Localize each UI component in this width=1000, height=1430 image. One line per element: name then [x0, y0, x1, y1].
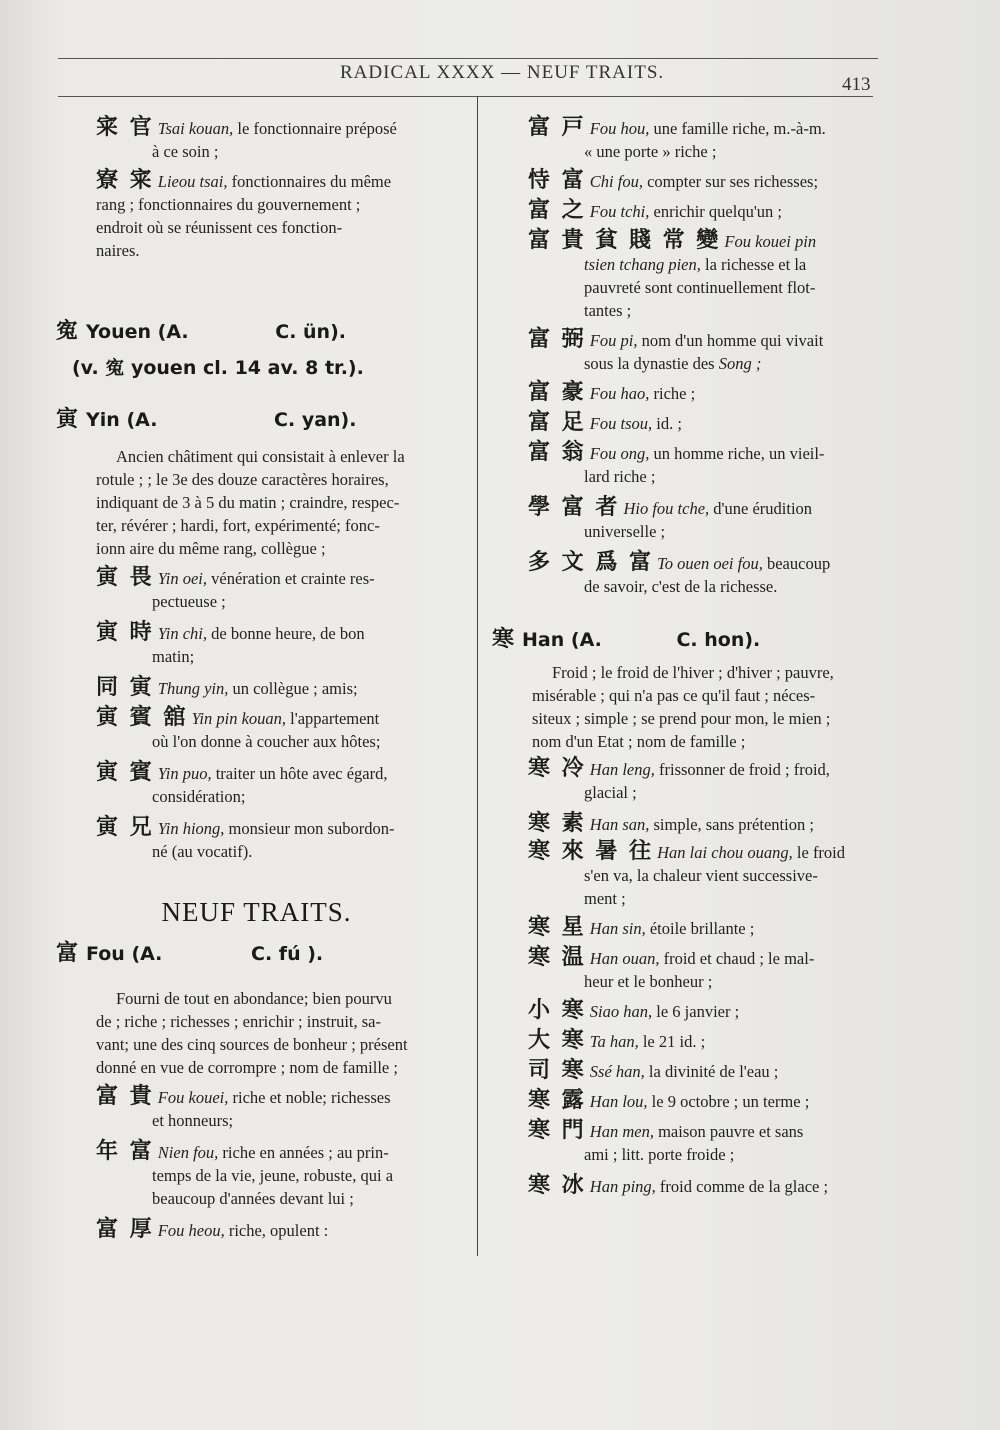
definition-cont: de savoir, c'est de la richesse. [584, 577, 778, 596]
definition-cont: universelle ; [584, 522, 666, 541]
para-line: siteux ; simple ; se prend pour mon, le mien ; [532, 709, 831, 728]
compound-entry [492, 496, 892, 543]
definition: froid comme de la glace ; [655, 1177, 829, 1196]
para-line: de ; riche ; richesses ; enrichir ; instruit, sa- [96, 1012, 381, 1031]
left-column [56, 116, 471, 1242]
definition-cont [528, 255, 806, 274]
definition: nom d'un homme qui vivait [637, 331, 824, 350]
romanization: Ssé han, [589, 1062, 645, 1081]
compound-entry [56, 816, 471, 863]
definition: fonctionnaires du même [227, 172, 392, 191]
romanization: Tsai kouan, [157, 119, 234, 138]
cjk-term: 寅 時 [96, 620, 154, 645]
compound-entry [492, 551, 892, 598]
definition: d'une érudition [709, 499, 813, 518]
definition-cont: considération; [152, 787, 246, 806]
compound-entry [56, 1140, 471, 1210]
annamite-label: (A. [157, 321, 189, 343]
character-heading-yin [56, 402, 471, 433]
definition: compter sur ses richesses; [642, 172, 819, 191]
romanization: Fou tsou, [589, 414, 653, 433]
romanization: Yin pin kouan, [191, 709, 287, 728]
definition: de bonne heure, de bon [207, 624, 365, 643]
cjk-term: 寅 賓 舘 [96, 705, 188, 730]
compound-entry [492, 116, 892, 163]
romanization: Yin hiong, [157, 819, 225, 838]
definition: le 6 janvier ; [652, 1002, 740, 1021]
head-character: 富 [56, 941, 79, 966]
definition: le 9 octobre ; un terme ; [647, 1092, 810, 1111]
header-rule-top [58, 58, 878, 59]
romanization: Yin chi, [157, 624, 207, 643]
head-romanization: Han [522, 629, 565, 651]
definition: la divinité de l'eau ; [644, 1062, 779, 1081]
definition-paragraph [56, 987, 471, 1079]
cantonese-label: C. fú ). [251, 943, 324, 965]
definition-cont: beaucoup d'années devant lui ; [152, 1189, 354, 1208]
cantonese-label: C. hon). [676, 629, 761, 651]
para-line: vant; une des cinq sources de bonheur ; présent [96, 1035, 408, 1054]
romanization: Siao han, [589, 1002, 653, 1021]
compound-entry [492, 411, 892, 435]
romanization: Han lai chou ouang, [657, 843, 793, 862]
right-column [492, 116, 892, 1198]
cantonese-label: C. yan). [274, 409, 357, 431]
definition-cont: heur et le bonheur ; [584, 972, 713, 991]
cross-reference: (v. 寃 youen cl. 14 av. 8 tr.). [72, 357, 364, 379]
romanization: Han lou, [589, 1092, 648, 1111]
definition-cont: où l'on donne à coucher aux hôtes; [152, 732, 381, 751]
cjk-term: 寅 兄 [96, 815, 154, 840]
compound-entry [56, 566, 471, 613]
compound-entry [56, 621, 471, 668]
romanization: tsien tchang pien, [584, 255, 701, 274]
definition-cont: s'en va, la chaleur vient successive- [584, 866, 818, 885]
para-line: ionn aire du même rang, collègue ; [96, 539, 326, 558]
para-line: misérable ; qui n'a pas ce qu'il faut ; néces- [532, 686, 816, 705]
romanization: Han sin, [589, 919, 646, 938]
romanization: Fou kouei pin [724, 232, 817, 251]
page-number: 413 [842, 74, 871, 95]
compound-entry [492, 229, 892, 322]
definition: un homme riche, un vieil- [649, 444, 825, 463]
romanization: Chi fou, [589, 172, 643, 191]
romanization: Han san, [589, 815, 650, 834]
running-header: RADICAL XXXX — NEUF TRAITS. [340, 62, 665, 83]
cjk-term: 年 富 [96, 1139, 154, 1164]
compound-entry [56, 169, 471, 262]
definition-cont: matin; [152, 647, 195, 666]
romanization: Han men, [589, 1122, 654, 1141]
definition: riche ; [649, 384, 696, 403]
definition-cont [528, 354, 761, 373]
cjk-term: 多 文 爲 富 [528, 550, 653, 575]
romanization: Nien fou, [157, 1143, 219, 1162]
compound-entry [56, 116, 471, 163]
cjk-term: 富 足 [528, 410, 586, 435]
para-line: Fourni de tout en abondance; bien pourvu [116, 989, 392, 1008]
definition-cont: ami ; litt. porte froide ; [584, 1145, 735, 1164]
cjk-term: 恃 富 [528, 168, 586, 193]
cjk-term: 宷 官 [96, 115, 154, 140]
cjk-term: 寒 温 [528, 945, 586, 970]
head-character: 寃 [56, 319, 79, 344]
compound-entry [56, 1218, 471, 1242]
head-romanization: Youen [86, 321, 152, 343]
compound-entry [492, 999, 892, 1023]
annamite-label: (A. [126, 409, 158, 431]
definition: beaucoup [762, 554, 831, 573]
compound-entry [492, 169, 892, 193]
cjk-term: 富 厚 [96, 1217, 154, 1242]
cjk-term: 寒 門 [528, 1118, 586, 1143]
definition: étoile brillante ; [645, 919, 755, 938]
compound-entry [492, 441, 892, 488]
definition: simple, sans prétention ; [649, 815, 814, 834]
compound-entry [56, 1085, 471, 1132]
definition-cont: pectueuse ; [152, 592, 226, 611]
definition-paragraph [492, 661, 892, 753]
head-character: 寅 [56, 407, 79, 432]
definition-cont: ment ; [584, 889, 626, 908]
compound-entry [492, 1174, 892, 1198]
definition-cont: temps de la vie, jeune, robuste, qui a [152, 1166, 394, 1185]
definition: id. ; [652, 414, 682, 433]
definition: le froid [792, 843, 846, 862]
compound-entry [492, 1059, 892, 1083]
cjk-term: 小 寒 [528, 998, 586, 1023]
para-line: Ancien châtiment qui consistait à enlever la [116, 447, 405, 466]
definition: riche en années ; au prin- [218, 1143, 389, 1162]
head-romanization: Yin [86, 409, 120, 431]
compound-entry [492, 1029, 892, 1053]
definition-cont: naires. [96, 241, 140, 260]
compound-entry [56, 676, 471, 700]
romanization: Yin oei, [157, 569, 207, 588]
cjk-term: 寮 宷 [96, 168, 154, 193]
cjk-term: 富 翁 [528, 440, 586, 465]
definition: le 21 id. ; [638, 1032, 706, 1051]
definition: le fonctionnaire préposé [233, 119, 397, 138]
compound-entry [492, 199, 892, 223]
head-romanization: Fou [86, 943, 125, 965]
cjk-term: 寒 星 [528, 915, 586, 940]
para-line: nom d'un Etat ; nom de famille ; [532, 732, 746, 751]
romanization: Yin puo, [157, 764, 212, 783]
section-title: NEUF TRAITS. [161, 897, 352, 927]
definition-cont: né (au vocatif). [152, 842, 253, 861]
definition-cont: à ce soin ; [152, 142, 219, 161]
definition: riche, opulent : [224, 1221, 329, 1240]
compound-entry [56, 761, 471, 808]
definition-paragraph [56, 445, 471, 560]
definition: enrichir quelqu'un ; [649, 202, 783, 221]
annamite-label: (A. [570, 629, 602, 651]
definition: la richesse et la [700, 255, 807, 274]
definition: monsieur mon subordon- [224, 819, 395, 838]
definition: sous la dynastie des [584, 354, 719, 373]
definition-cont: rang ; fonctionnaires du gouvernement ; [96, 195, 361, 214]
cjk-term: 寒 露 [528, 1088, 586, 1113]
cjk-term: 同 寅 [96, 675, 154, 700]
romanization: Fou tchi, [589, 202, 650, 221]
definition: l'appartement [286, 709, 380, 728]
romanization: Lieou tsai, [157, 172, 228, 191]
definition: maison pauvre et sans [653, 1122, 804, 1141]
romanization: Ta han, [589, 1032, 639, 1051]
compound-entry [492, 946, 892, 993]
romanization: Song ; [718, 354, 762, 373]
compound-entry [492, 1089, 892, 1113]
definition-cont: lard riche ; [584, 467, 656, 486]
romanization: Fou heou, [157, 1221, 225, 1240]
cjk-term: 富 貴 貧 賤 常 變 [528, 228, 721, 253]
cjk-term: 大 寒 [528, 1028, 586, 1053]
para-line: donné en vue de corrompre ; nom de famille ; [96, 1058, 398, 1077]
header-rule-bottom [58, 96, 873, 97]
romanization: Hio fou tche, [623, 499, 710, 518]
romanization: Han ouan, [589, 949, 660, 968]
definition: riche et noble; richesses [228, 1088, 391, 1107]
cjk-term: 富 弼 [528, 327, 586, 352]
para-line: Froid ; le froid de l'hiver ; d'hiver ; pauvre, [552, 663, 834, 682]
compound-entry [492, 916, 892, 940]
compound-entry [56, 706, 471, 753]
definition-cont: « une porte » riche ; [584, 142, 717, 161]
head-character: 寒 [492, 627, 515, 652]
definition-cont: glacial ; [584, 783, 637, 802]
cjk-term: 寒 冰 [528, 1173, 586, 1198]
romanization: Fou hao, [589, 384, 650, 403]
para-line: rotule ; ; le 3e des douze caractères horaires, [96, 470, 389, 489]
column-divider [477, 96, 478, 1256]
annamite-label: (A. [131, 943, 163, 965]
para-line: indiquant de 3 à 5 du matin ; craindre, respec- [96, 493, 400, 512]
romanization: Fou hou, [589, 119, 650, 138]
cjk-term: 富 戸 [528, 115, 586, 140]
definition: froid et chaud ; le mal- [659, 949, 815, 968]
cjk-term: 寒 素 [528, 811, 586, 836]
cjk-term: 富 豪 [528, 380, 586, 405]
para-line: ter, révérer ; hardi, fort, expérimenté; fonc- [96, 516, 380, 535]
definition-cont: et honneurs; [152, 1111, 234, 1130]
cjk-term: 寅 畏 [96, 565, 154, 590]
definition-cont: tantes ; [584, 301, 632, 320]
definition-cont: pauvreté sont continuellement flot- [584, 278, 816, 297]
definition-cont: endroit où se réunissent ces fonction- [96, 218, 343, 237]
romanization: Fou ong, [589, 444, 650, 463]
cjk-term: 司 寒 [528, 1058, 586, 1083]
definition: traiter un hôte avec égard, [211, 764, 388, 783]
cjk-term: 寒 冷 [528, 756, 586, 781]
cjk-term: 寒 來 暑 往 [528, 839, 653, 864]
compound-entry [492, 812, 892, 836]
definition: un collègue ; amis; [228, 679, 358, 698]
compound-entry [492, 1119, 892, 1166]
definition: frissonner de froid ; froid, [654, 760, 830, 779]
character-heading-han [492, 622, 892, 653]
romanization: Han leng, [589, 760, 655, 779]
cjk-term: 學 富 者 [528, 495, 620, 520]
cjk-term: 富 貴 [96, 1084, 154, 1109]
compound-entry [492, 840, 892, 910]
romanization: Thung yin, [157, 679, 229, 698]
romanization: To ouen oei fou, [657, 554, 763, 573]
character-heading-fou [56, 936, 471, 967]
cantonese-label: C. ün). [275, 321, 346, 343]
cjk-term: 富 之 [528, 198, 586, 223]
compound-entry [492, 757, 892, 804]
definition: vénération et crainte res- [207, 569, 375, 588]
romanization: Han ping, [589, 1177, 656, 1196]
romanization: Fou kouei, [157, 1088, 229, 1107]
compound-entry [492, 381, 892, 405]
romanization: Fou pi, [589, 331, 638, 350]
character-heading-youen [56, 314, 471, 345]
compound-entry [492, 328, 892, 375]
cjk-term: 寅 賓 [96, 760, 154, 785]
definition: une famille riche, m.-à-m. [649, 119, 826, 138]
